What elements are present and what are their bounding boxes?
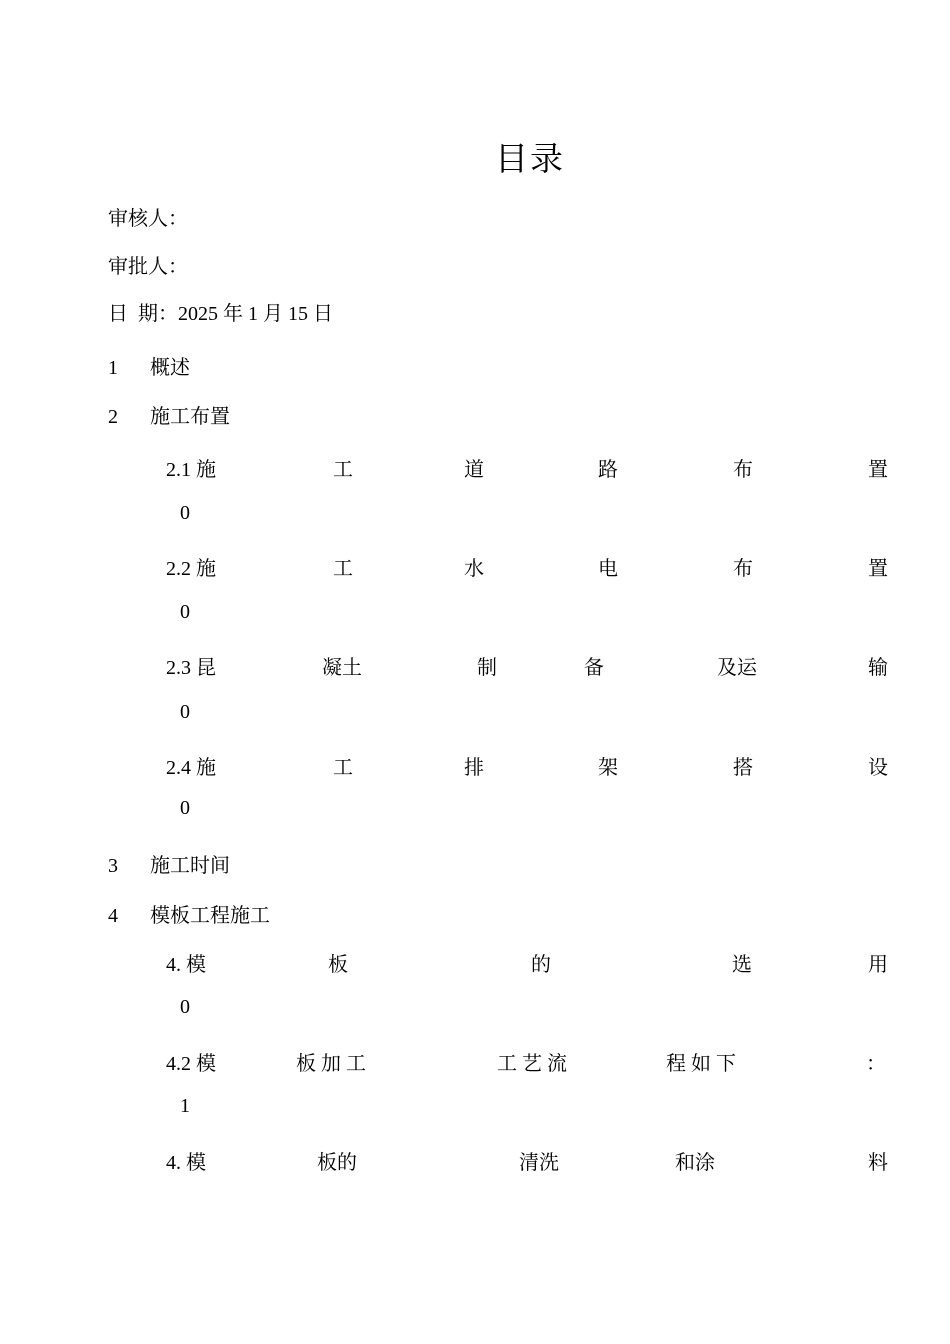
toc-entry-text: 备: [584, 657, 604, 679]
toc-entry-text: 程 如 下: [666, 1053, 736, 1075]
toc-entry-text: 板 加 工: [296, 1053, 366, 1075]
toc-entry-text: 板的: [317, 1152, 357, 1174]
toc-entry-text: 工: [333, 757, 353, 779]
toc-entry-text: 工: [333, 459, 353, 481]
toc-entry-text: 制: [477, 657, 497, 679]
toc-page-number: 0: [180, 601, 190, 623]
toc-entry-2-1[interactable]: [166, 453, 890, 483]
toc-entry-text: 4.2 模: [166, 1053, 216, 1075]
toc-page-number: 1: [180, 1095, 190, 1117]
toc-entry-text: 2.2 施: [166, 558, 216, 580]
toc-entry-number: 2: [108, 406, 118, 428]
toc-entry-text: 水: [464, 558, 484, 580]
toc-entry-number: 1: [108, 357, 118, 379]
toc-entry-4-3[interactable]: [166, 1146, 890, 1176]
toc-entry-text: 输: [868, 657, 888, 679]
toc-entry-4[interactable]: [108, 899, 270, 928]
toc-entry-text: 及运: [717, 657, 757, 679]
toc-entry-2-2[interactable]: [166, 552, 890, 582]
date-line: 日 期：2025 年 1 月 15 日: [108, 303, 333, 325]
toc-entry-text: 布: [733, 459, 753, 481]
toc-entry-2[interactable]: [108, 400, 230, 429]
toc-entry-text: 工: [333, 558, 353, 580]
toc-entry-text: 路: [598, 459, 618, 481]
toc-entry-4-2[interactable]: [166, 1047, 890, 1077]
toc-entry-text: 的: [531, 954, 551, 976]
toc-entry-1[interactable]: [108, 351, 190, 380]
toc-entry-text: 4. 模: [166, 1152, 206, 1174]
toc-entry-text: 和涂: [675, 1152, 715, 1174]
toc-entry-4-1[interactable]: [166, 948, 890, 978]
toc-entry-text: 清洗: [519, 1152, 559, 1174]
toc-entry-text: 工 艺 流: [497, 1053, 567, 1075]
approver-line: 审批人：: [108, 256, 188, 278]
toc-entry-text: 板: [328, 954, 348, 976]
page-title: 目录: [495, 142, 565, 178]
toc-entry-text: 道: [464, 459, 484, 481]
toc-entry-label: 概述: [150, 357, 190, 379]
toc-entry-text: 排: [464, 757, 484, 779]
toc-entry-text: 2.4 施: [166, 757, 216, 779]
toc-entry-text: 凝土: [322, 657, 362, 679]
toc-entry-text: 2.3 昆: [166, 657, 216, 679]
toc-entry-text: 布: [733, 558, 753, 580]
toc-entry-text: 搭: [733, 757, 753, 779]
toc-entry-text: 架: [598, 757, 618, 779]
reviewer-line: 审核人：: [108, 208, 188, 230]
toc-entry-text: 用: [868, 954, 888, 976]
toc-entry-text: 置: [868, 558, 888, 580]
toc-entry-label: 模板工程施工: [150, 905, 270, 927]
toc-entry-label: 施工布置: [150, 406, 230, 428]
toc-entry-label: 施工时间: [150, 855, 230, 877]
toc-page-number: 0: [180, 701, 190, 723]
toc-entry-text: 4. 模: [166, 954, 206, 976]
toc-entry-number: 3: [108, 855, 118, 877]
toc-entry-text: 电: [598, 558, 618, 580]
toc-entry-number: 4: [108, 905, 118, 927]
toc-entry-text: 设: [868, 757, 888, 779]
toc-entry-text: 选: [732, 954, 752, 976]
toc-page-number: 0: [180, 502, 190, 524]
toc-entry-3[interactable]: [108, 849, 230, 878]
toc-entry-2-4[interactable]: [166, 751, 890, 781]
toc-entry-text: ：: [866, 1053, 886, 1075]
toc-entry-text: 2.1 施: [166, 459, 216, 481]
toc-entry-text: 置: [868, 459, 888, 481]
toc-entry-text: 料: [868, 1152, 888, 1174]
toc-page-number: 0: [180, 996, 190, 1018]
toc-page-number: 0: [180, 797, 190, 819]
toc-entry-2-3[interactable]: [166, 651, 890, 681]
